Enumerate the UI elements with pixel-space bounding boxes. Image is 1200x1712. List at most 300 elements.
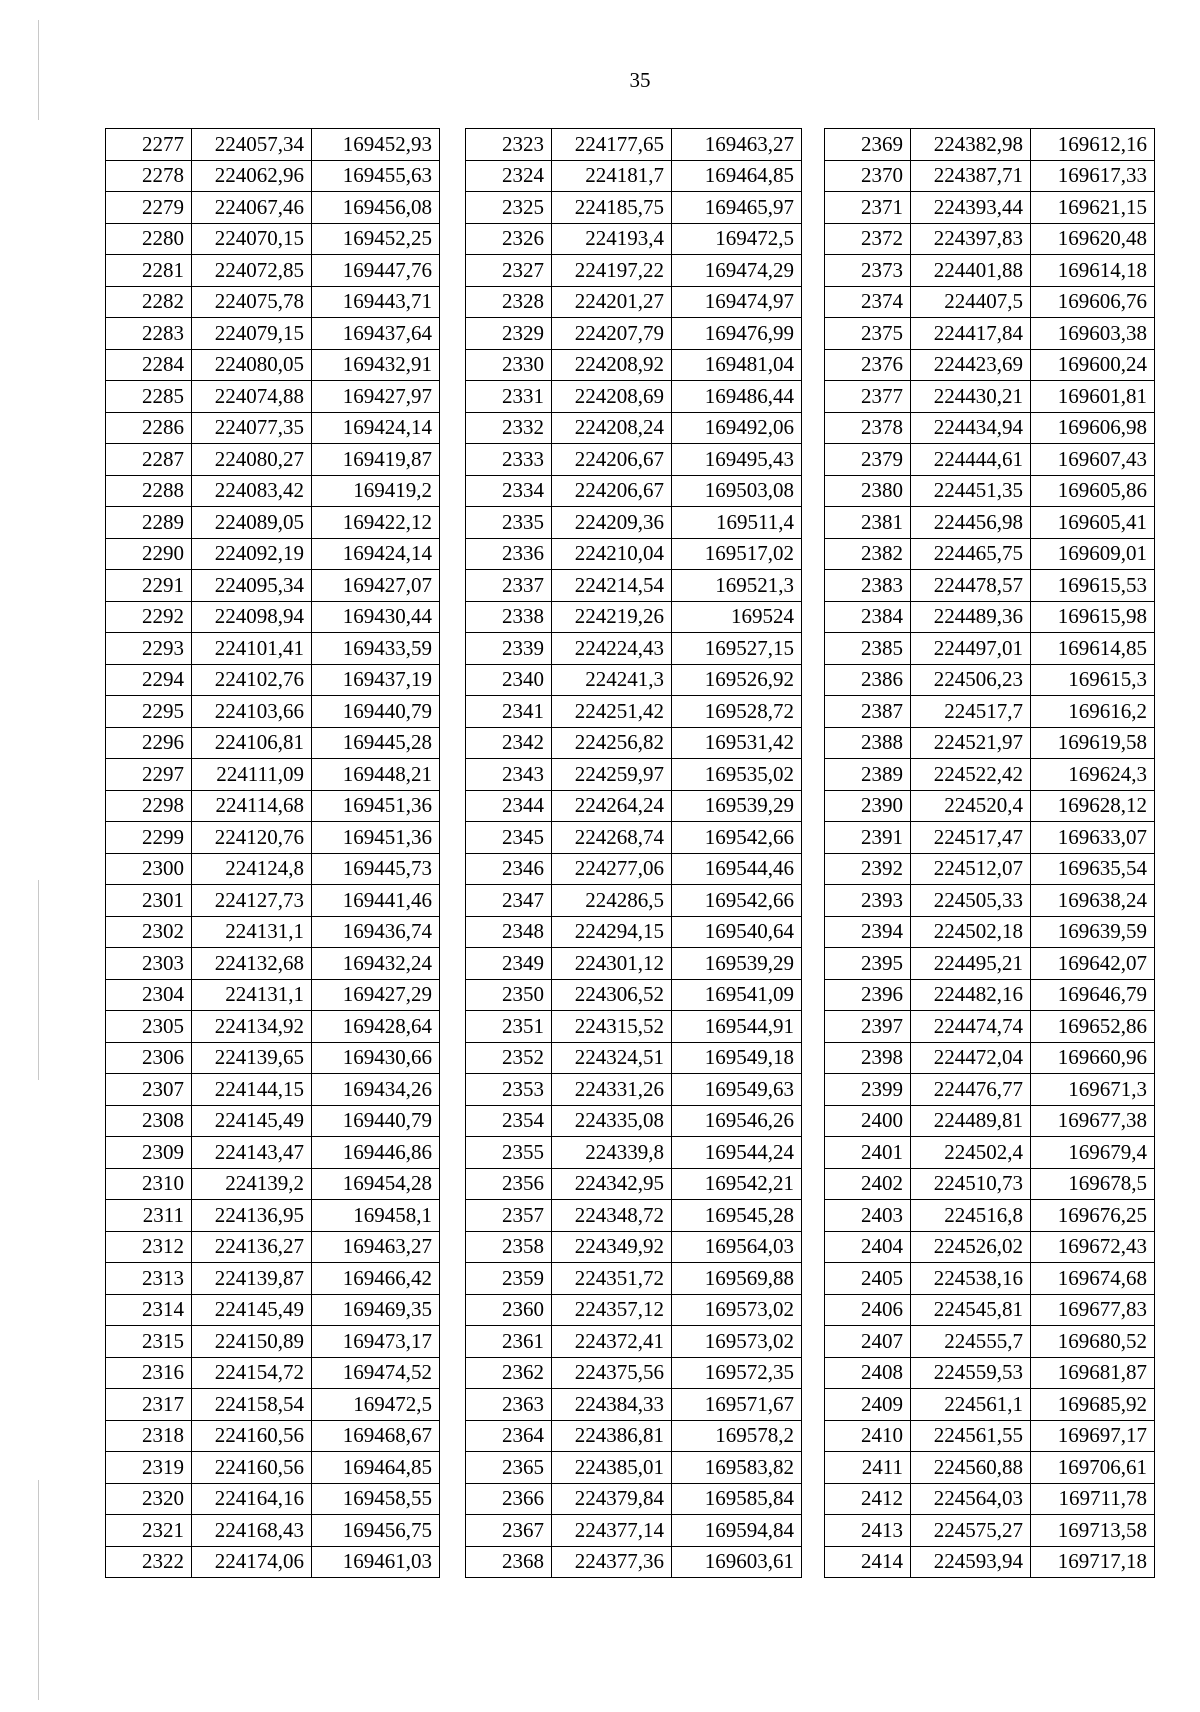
y-coordinate-cell: 169544,24 <box>672 1137 802 1169</box>
table-row <box>825 633 1155 665</box>
x-coordinate-cell: 224224,43 <box>552 633 672 665</box>
table-row <box>466 349 802 381</box>
point-number-cell: 2334 <box>466 475 552 507</box>
x-coordinate-cell: 224417,84 <box>911 318 1031 350</box>
point-number-cell: 2350 <box>466 979 552 1011</box>
table-row <box>106 412 440 444</box>
x-coordinate-cell: 224357,12 <box>552 1294 672 1326</box>
table-row <box>825 1483 1155 1515</box>
table-row <box>825 948 1155 980</box>
table-row <box>466 1105 802 1137</box>
x-coordinate-cell: 224185,75 <box>552 192 672 224</box>
x-coordinate-cell: 224401,88 <box>911 255 1031 287</box>
point-number-cell: 2288 <box>106 475 192 507</box>
y-coordinate-cell: 169535,02 <box>672 759 802 791</box>
y-coordinate-cell: 169615,3 <box>1031 664 1155 696</box>
point-number-cell: 2368 <box>466 1546 552 1578</box>
point-number-cell: 2413 <box>825 1515 911 1547</box>
table-row <box>106 1294 440 1326</box>
point-number-cell: 2340 <box>466 664 552 696</box>
point-number-cell: 2343 <box>466 759 552 791</box>
table-row <box>466 286 802 318</box>
point-number-cell: 2287 <box>106 444 192 476</box>
point-number-cell: 2306 <box>106 1042 192 1074</box>
y-coordinate-cell: 169451,36 <box>312 822 440 854</box>
table-row <box>825 1546 1155 1578</box>
table-row <box>466 1546 802 1578</box>
y-coordinate-cell: 169437,64 <box>312 318 440 350</box>
x-coordinate-cell: 224201,27 <box>552 286 672 318</box>
point-number-cell: 2370 <box>825 160 911 192</box>
x-coordinate-cell: 224372,41 <box>552 1326 672 1358</box>
x-coordinate-cell: 224177,65 <box>552 129 672 161</box>
table-row <box>825 727 1155 759</box>
y-coordinate-cell: 169633,07 <box>1031 822 1155 854</box>
table-row <box>825 1168 1155 1200</box>
y-coordinate-cell: 169603,61 <box>672 1546 802 1578</box>
point-number-cell: 2388 <box>825 727 911 759</box>
table-row <box>466 412 802 444</box>
y-coordinate-cell: 169440,79 <box>312 696 440 728</box>
y-coordinate-cell: 169427,07 <box>312 570 440 602</box>
x-coordinate-cell: 224348,72 <box>552 1200 672 1232</box>
table-row <box>825 1231 1155 1263</box>
point-number-cell: 2292 <box>106 601 192 633</box>
x-coordinate-cell: 224456,98 <box>911 507 1031 539</box>
y-coordinate-cell: 169677,83 <box>1031 1294 1155 1326</box>
coordinate-table-1 <box>105 128 440 1578</box>
point-number-cell: 2372 <box>825 223 911 255</box>
y-coordinate-cell: 169472,5 <box>312 1389 440 1421</box>
table-row <box>466 318 802 350</box>
x-coordinate-cell: 224575,27 <box>911 1515 1031 1547</box>
y-coordinate-cell: 169706,61 <box>1031 1452 1155 1484</box>
x-coordinate-cell: 224144,15 <box>192 1074 312 1106</box>
point-number-cell: 2410 <box>825 1420 911 1452</box>
table-row <box>825 1263 1155 1295</box>
table-row <box>106 948 440 980</box>
x-coordinate-cell: 224074,88 <box>192 381 312 413</box>
table-row <box>106 916 440 948</box>
x-coordinate-cell: 224502,18 <box>911 916 1031 948</box>
x-coordinate-cell: 224154,72 <box>192 1357 312 1389</box>
table-row <box>106 885 440 917</box>
table-row <box>466 633 802 665</box>
x-coordinate-cell: 224139,87 <box>192 1263 312 1295</box>
point-number-cell: 2296 <box>106 727 192 759</box>
x-coordinate-cell: 224158,54 <box>192 1389 312 1421</box>
point-number-cell: 2323 <box>466 129 552 161</box>
table-row <box>466 916 802 948</box>
table-row <box>466 1011 802 1043</box>
point-number-cell: 2387 <box>825 696 911 728</box>
point-number-cell: 2398 <box>825 1042 911 1074</box>
point-number-cell: 2347 <box>466 885 552 917</box>
table-row <box>466 1168 802 1200</box>
y-coordinate-cell: 169422,12 <box>312 507 440 539</box>
point-number-cell: 2364 <box>466 1420 552 1452</box>
point-number-cell: 2278 <box>106 160 192 192</box>
table-row <box>106 318 440 350</box>
table-row <box>466 822 802 854</box>
table-row <box>825 916 1155 948</box>
table-row <box>466 1452 802 1484</box>
point-number-cell: 2363 <box>466 1389 552 1421</box>
x-coordinate-cell: 224160,56 <box>192 1452 312 1484</box>
x-coordinate-cell: 224349,92 <box>552 1231 672 1263</box>
point-number-cell: 2290 <box>106 538 192 570</box>
table-row <box>466 1420 802 1452</box>
point-number-cell: 2400 <box>825 1105 911 1137</box>
x-coordinate-cell: 224506,23 <box>911 664 1031 696</box>
x-coordinate-cell: 224214,54 <box>552 570 672 602</box>
x-coordinate-cell: 224080,05 <box>192 349 312 381</box>
x-coordinate-cell: 224385,01 <box>552 1452 672 1484</box>
y-coordinate-cell: 169540,64 <box>672 916 802 948</box>
point-number-cell: 2279 <box>106 192 192 224</box>
y-coordinate-cell: 169609,01 <box>1031 538 1155 570</box>
x-coordinate-cell: 224512,07 <box>911 853 1031 885</box>
point-number-cell: 2414 <box>825 1546 911 1578</box>
point-number-cell: 2283 <box>106 318 192 350</box>
y-coordinate-cell: 169615,53 <box>1031 570 1155 602</box>
x-coordinate-cell: 224206,67 <box>552 475 672 507</box>
x-coordinate-cell: 224407,5 <box>911 286 1031 318</box>
y-coordinate-cell: 169463,27 <box>312 1231 440 1263</box>
point-number-cell: 2301 <box>106 885 192 917</box>
point-number-cell: 2322 <box>106 1546 192 1578</box>
x-coordinate-cell: 224160,56 <box>192 1420 312 1452</box>
point-number-cell: 2357 <box>466 1200 552 1232</box>
point-number-cell: 2305 <box>106 1011 192 1043</box>
y-coordinate-cell: 169713,58 <box>1031 1515 1155 1547</box>
x-coordinate-cell: 224145,49 <box>192 1105 312 1137</box>
x-coordinate-cell: 224351,72 <box>552 1263 672 1295</box>
table-row <box>825 664 1155 696</box>
point-number-cell: 2408 <box>825 1357 911 1389</box>
table-row <box>825 1200 1155 1232</box>
point-number-cell: 2378 <box>825 412 911 444</box>
x-coordinate-cell: 224241,3 <box>552 664 672 696</box>
table-row <box>106 696 440 728</box>
x-coordinate-cell: 224098,94 <box>192 601 312 633</box>
y-coordinate-cell: 169446,86 <box>312 1137 440 1169</box>
y-coordinate-cell: 169458,1 <box>312 1200 440 1232</box>
x-coordinate-cell: 224397,83 <box>911 223 1031 255</box>
point-number-cell: 2344 <box>466 790 552 822</box>
table-row <box>825 1042 1155 1074</box>
point-number-cell: 2317 <box>106 1389 192 1421</box>
table-row <box>825 129 1155 161</box>
point-number-cell: 2326 <box>466 223 552 255</box>
point-number-cell: 2381 <box>825 507 911 539</box>
table-row <box>825 223 1155 255</box>
y-coordinate-cell: 169474,29 <box>672 255 802 287</box>
point-number-cell: 2377 <box>825 381 911 413</box>
point-number-cell: 2356 <box>466 1168 552 1200</box>
table-row <box>106 1483 440 1515</box>
y-coordinate-cell: 169619,58 <box>1031 727 1155 759</box>
table-row <box>466 507 802 539</box>
point-number-cell: 2367 <box>466 1515 552 1547</box>
x-coordinate-cell: 224139,2 <box>192 1168 312 1200</box>
x-coordinate-cell: 224517,47 <box>911 822 1031 854</box>
table-row <box>106 1515 440 1547</box>
point-number-cell: 2359 <box>466 1263 552 1295</box>
x-coordinate-cell: 224150,89 <box>192 1326 312 1358</box>
table-row <box>466 1483 802 1515</box>
y-coordinate-cell: 169600,24 <box>1031 349 1155 381</box>
x-coordinate-cell: 224444,61 <box>911 444 1031 476</box>
y-coordinate-cell: 169474,52 <box>312 1357 440 1389</box>
point-number-cell: 2383 <box>825 570 911 602</box>
table-row <box>106 507 440 539</box>
table-row <box>106 444 440 476</box>
x-coordinate-cell: 224561,55 <box>911 1420 1031 1452</box>
y-coordinate-cell: 169432,24 <box>312 948 440 980</box>
x-coordinate-cell: 224092,19 <box>192 538 312 570</box>
x-coordinate-cell: 224489,36 <box>911 601 1031 633</box>
x-coordinate-cell: 224526,02 <box>911 1231 1031 1263</box>
point-number-cell: 2346 <box>466 853 552 885</box>
y-coordinate-cell: 169544,46 <box>672 853 802 885</box>
y-coordinate-cell: 169542,66 <box>672 822 802 854</box>
x-coordinate-cell: 224127,73 <box>192 885 312 917</box>
table-row <box>106 1105 440 1137</box>
table-row <box>466 1074 802 1106</box>
point-number-cell: 2281 <box>106 255 192 287</box>
table-row <box>825 601 1155 633</box>
y-coordinate-cell: 169616,2 <box>1031 696 1155 728</box>
point-number-cell: 2295 <box>106 696 192 728</box>
point-number-cell: 2316 <box>106 1357 192 1389</box>
x-coordinate-cell: 224057,34 <box>192 129 312 161</box>
table-row <box>466 853 802 885</box>
point-number-cell: 2369 <box>825 129 911 161</box>
x-coordinate-cell: 224478,57 <box>911 570 1031 602</box>
y-coordinate-cell: 169585,84 <box>672 1483 802 1515</box>
table-row <box>106 1011 440 1043</box>
x-coordinate-cell: 224268,74 <box>552 822 672 854</box>
x-coordinate-cell: 224277,06 <box>552 853 672 885</box>
x-coordinate-cell: 224472,04 <box>911 1042 1031 1074</box>
y-coordinate-cell: 169717,18 <box>1031 1546 1155 1578</box>
y-coordinate-cell: 169603,38 <box>1031 318 1155 350</box>
point-number-cell: 2385 <box>825 633 911 665</box>
table-row <box>466 790 802 822</box>
y-coordinate-cell: 169464,85 <box>312 1452 440 1484</box>
table-row <box>106 822 440 854</box>
table-row <box>106 160 440 192</box>
point-number-cell: 2404 <box>825 1231 911 1263</box>
x-coordinate-cell: 224072,85 <box>192 255 312 287</box>
point-number-cell: 2315 <box>106 1326 192 1358</box>
y-coordinate-cell: 169419,87 <box>312 444 440 476</box>
point-number-cell: 2366 <box>466 1483 552 1515</box>
table-row <box>466 1515 802 1547</box>
x-coordinate-cell: 224555,7 <box>911 1326 1031 1358</box>
table-row <box>106 1420 440 1452</box>
y-coordinate-cell: 169445,73 <box>312 853 440 885</box>
table-row <box>466 192 802 224</box>
coordinate-table-3 <box>824 128 1155 1578</box>
x-coordinate-cell: 224342,95 <box>552 1168 672 1200</box>
x-coordinate-cell: 224516,8 <box>911 1200 1031 1232</box>
y-coordinate-cell: 169620,48 <box>1031 223 1155 255</box>
y-coordinate-cell: 169607,43 <box>1031 444 1155 476</box>
table-row <box>106 570 440 602</box>
y-coordinate-cell: 169583,82 <box>672 1452 802 1484</box>
point-number-cell: 2407 <box>825 1326 911 1358</box>
point-number-cell: 2329 <box>466 318 552 350</box>
point-number-cell: 2412 <box>825 1483 911 1515</box>
point-number-cell: 2390 <box>825 790 911 822</box>
point-number-cell: 2332 <box>466 412 552 444</box>
table-row <box>106 475 440 507</box>
point-number-cell: 2319 <box>106 1452 192 1484</box>
point-number-cell: 2289 <box>106 507 192 539</box>
table-row <box>466 727 802 759</box>
table-row <box>106 633 440 665</box>
x-coordinate-cell: 224145,49 <box>192 1294 312 1326</box>
y-coordinate-cell: 169594,84 <box>672 1515 802 1547</box>
point-number-cell: 2354 <box>466 1105 552 1137</box>
y-coordinate-cell: 169646,79 <box>1031 979 1155 1011</box>
table-row <box>466 601 802 633</box>
y-coordinate-cell: 169474,97 <box>672 286 802 318</box>
point-number-cell: 2396 <box>825 979 911 1011</box>
point-number-cell: 2358 <box>466 1231 552 1263</box>
point-number-cell: 2302 <box>106 916 192 948</box>
point-number-cell: 2349 <box>466 948 552 980</box>
y-coordinate-cell: 169541,09 <box>672 979 802 1011</box>
x-coordinate-cell: 224174,06 <box>192 1546 312 1578</box>
y-coordinate-cell: 169464,85 <box>672 160 802 192</box>
x-coordinate-cell: 224251,42 <box>552 696 672 728</box>
table-row <box>825 318 1155 350</box>
y-coordinate-cell: 169578,2 <box>672 1420 802 1452</box>
point-number-cell: 2321 <box>106 1515 192 1547</box>
y-coordinate-cell: 169452,25 <box>312 223 440 255</box>
x-coordinate-cell: 224120,76 <box>192 822 312 854</box>
x-coordinate-cell: 224286,5 <box>552 885 672 917</box>
table-row <box>106 664 440 696</box>
x-coordinate-cell: 224315,52 <box>552 1011 672 1043</box>
y-coordinate-cell: 169527,15 <box>672 633 802 665</box>
point-number-cell: 2318 <box>106 1420 192 1452</box>
x-coordinate-cell: 224393,44 <box>911 192 1031 224</box>
y-coordinate-cell: 169424,14 <box>312 412 440 444</box>
point-number-cell: 2391 <box>825 822 911 854</box>
x-coordinate-cell: 224131,1 <box>192 979 312 1011</box>
table-row <box>466 444 802 476</box>
table-row <box>466 885 802 917</box>
x-coordinate-cell: 224210,04 <box>552 538 672 570</box>
point-number-cell: 2309 <box>106 1137 192 1169</box>
coordinate-table-2 <box>465 128 802 1578</box>
point-number-cell: 2409 <box>825 1389 911 1421</box>
y-coordinate-cell: 169511,4 <box>672 507 802 539</box>
x-coordinate-cell: 224164,16 <box>192 1483 312 1515</box>
y-coordinate-cell: 169461,03 <box>312 1546 440 1578</box>
y-coordinate-cell: 169419,2 <box>312 475 440 507</box>
x-coordinate-cell: 224559,53 <box>911 1357 1031 1389</box>
x-coordinate-cell: 224560,88 <box>911 1452 1031 1484</box>
x-coordinate-cell: 224510,73 <box>911 1168 1031 1200</box>
y-coordinate-cell: 169468,67 <box>312 1420 440 1452</box>
y-coordinate-cell: 169454,28 <box>312 1168 440 1200</box>
y-coordinate-cell: 169614,85 <box>1031 633 1155 665</box>
point-number-cell: 2314 <box>106 1294 192 1326</box>
point-number-cell: 2337 <box>466 570 552 602</box>
table-row <box>106 349 440 381</box>
y-coordinate-cell: 169448,21 <box>312 759 440 791</box>
table-row <box>466 1389 802 1421</box>
x-coordinate-cell: 224387,71 <box>911 160 1031 192</box>
x-coordinate-cell: 224193,4 <box>552 223 672 255</box>
table-row <box>825 412 1155 444</box>
y-coordinate-cell: 169678,5 <box>1031 1168 1155 1200</box>
y-coordinate-cell: 169495,43 <box>672 444 802 476</box>
x-coordinate-cell: 224070,15 <box>192 223 312 255</box>
y-coordinate-cell: 169635,54 <box>1031 853 1155 885</box>
y-coordinate-cell: 169681,87 <box>1031 1357 1155 1389</box>
point-number-cell: 2282 <box>106 286 192 318</box>
y-coordinate-cell: 169466,42 <box>312 1263 440 1295</box>
x-coordinate-cell: 224208,69 <box>552 381 672 413</box>
table-row <box>106 255 440 287</box>
x-coordinate-cell: 224545,81 <box>911 1294 1031 1326</box>
y-coordinate-cell: 169531,42 <box>672 727 802 759</box>
point-number-cell: 2286 <box>106 412 192 444</box>
y-coordinate-cell: 169544,91 <box>672 1011 802 1043</box>
table-row <box>106 1137 440 1169</box>
y-coordinate-cell: 169605,41 <box>1031 507 1155 539</box>
x-coordinate-cell: 224517,7 <box>911 696 1031 728</box>
y-coordinate-cell: 169571,67 <box>672 1389 802 1421</box>
x-coordinate-cell: 224423,69 <box>911 349 1031 381</box>
point-number-cell: 2394 <box>825 916 911 948</box>
table-row <box>106 1263 440 1295</box>
y-coordinate-cell: 169473,17 <box>312 1326 440 1358</box>
y-coordinate-cell: 169427,29 <box>312 979 440 1011</box>
x-coordinate-cell: 224382,98 <box>911 129 1031 161</box>
x-coordinate-cell: 224497,01 <box>911 633 1031 665</box>
x-coordinate-cell: 224451,35 <box>911 475 1031 507</box>
point-number-cell: 2403 <box>825 1200 911 1232</box>
x-coordinate-cell: 224465,75 <box>911 538 1031 570</box>
y-coordinate-cell: 169472,5 <box>672 223 802 255</box>
y-coordinate-cell: 169427,97 <box>312 381 440 413</box>
y-coordinate-cell: 169545,28 <box>672 1200 802 1232</box>
x-coordinate-cell: 224124,8 <box>192 853 312 885</box>
table-row <box>466 1137 802 1169</box>
table-row <box>825 160 1155 192</box>
point-number-cell: 2285 <box>106 381 192 413</box>
table-row <box>825 822 1155 854</box>
x-coordinate-cell: 224206,67 <box>552 444 672 476</box>
table-row <box>825 1515 1155 1547</box>
table-row <box>466 129 802 161</box>
x-coordinate-cell: 224080,27 <box>192 444 312 476</box>
table-row <box>825 759 1155 791</box>
point-number-cell: 2333 <box>466 444 552 476</box>
point-number-cell: 2384 <box>825 601 911 633</box>
x-coordinate-cell: 224564,03 <box>911 1483 1031 1515</box>
y-coordinate-cell: 169452,93 <box>312 129 440 161</box>
point-number-cell: 2280 <box>106 223 192 255</box>
point-number-cell: 2382 <box>825 538 911 570</box>
